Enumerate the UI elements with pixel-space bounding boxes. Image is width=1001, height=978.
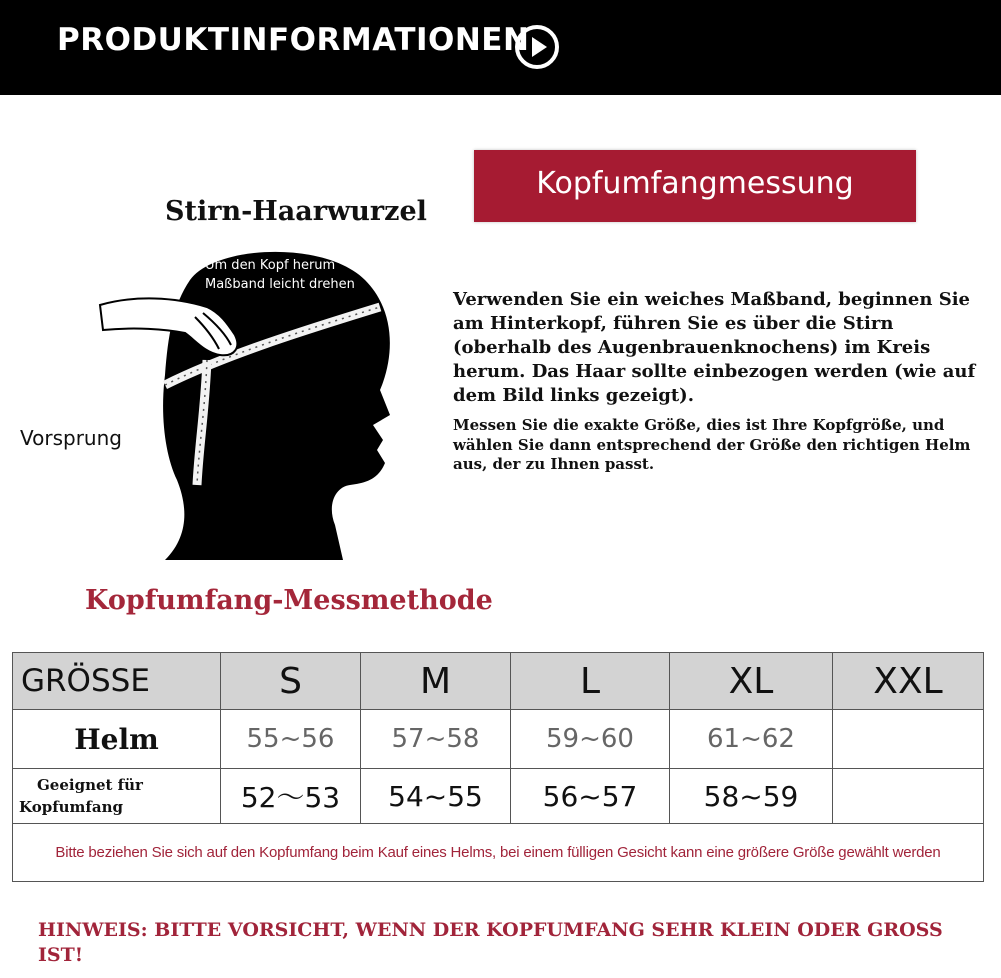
helm-value-s: 55~56	[221, 710, 361, 769]
fit-value-l: 56~57	[511, 769, 670, 824]
size-header-s: S	[221, 653, 361, 710]
helm-value-m: 57~58	[361, 710, 511, 769]
play-circle-icon	[514, 24, 560, 70]
warning-note: HINWEIS: BITTE VORSICHT, WENN DER KOPFUMFANG SEHR KLEIN ODER GROSS IST!	[38, 919, 943, 966]
size-header-label: GRÖSSE	[13, 653, 221, 710]
fit-value-xl: 58~59	[670, 769, 833, 824]
tape-note-line2: Maßband leicht drehen	[205, 277, 355, 292]
helm-value-l: 59~60	[511, 710, 670, 769]
instruction-main: Verwenden Sie ein weiches Maßband, beginnen Sie am Hinterkopf, führen Sie es über die Stirn (oberhalb des Augenbrauenknochens) im Kreis herum. Das Haar sollte einbezogen werden (wie auf dem Bild links gezeigt).	[453, 289, 976, 406]
table-row	[13, 710, 984, 769]
header-title: PRODUKTINFORMATIONEN	[57, 22, 530, 58]
method-title: Kopfumfang-Messmethode	[85, 585, 493, 616]
vorsprung-label: Vorsprung	[20, 426, 122, 450]
size-header-m: M	[361, 653, 511, 710]
size-table	[12, 652, 984, 882]
header-bar	[0, 0, 1001, 95]
size-header-xxl: XXL	[833, 653, 984, 710]
size-header-l: L	[511, 653, 670, 710]
fit-label-line2: Kopfumfang	[19, 798, 123, 816]
table-row	[13, 769, 984, 824]
helm-value-xxl	[833, 710, 984, 769]
fit-label	[13, 769, 221, 824]
table-header-row	[13, 653, 984, 710]
illustration-title: Stirn-Haarwurzel	[165, 196, 427, 227]
kopfumfang-banner	[474, 150, 916, 222]
table-note: Bitte beziehen Sie sich auf den Kopfumfang beim Kauf eines Helms, bei einem fülligen Gesicht kann eine größere Größe gewählt werden	[13, 824, 984, 882]
banner-label: Kopfumfangmessung	[536, 166, 854, 201]
tape-note-line1: Um den Kopf herum	[205, 258, 336, 273]
fit-value-m: 54~55	[361, 769, 511, 824]
fit-value-xxl	[833, 769, 984, 824]
helm-value-xl: 61~62	[670, 710, 833, 769]
table-note-row	[13, 824, 984, 882]
helm-label: Helm	[13, 710, 221, 769]
fit-label-line1: Geeignet für	[37, 776, 143, 794]
fit-value-s: 52〜53	[221, 769, 361, 824]
instruction-secondary: Messen Sie die exakte Größe, dies ist Ihre Kopfgröße, und wählen Sie dann entsprechend der Größe den richtigen Helm aus, der zu Ihnen passt.	[453, 416, 971, 473]
size-header-xl: XL	[670, 653, 833, 710]
